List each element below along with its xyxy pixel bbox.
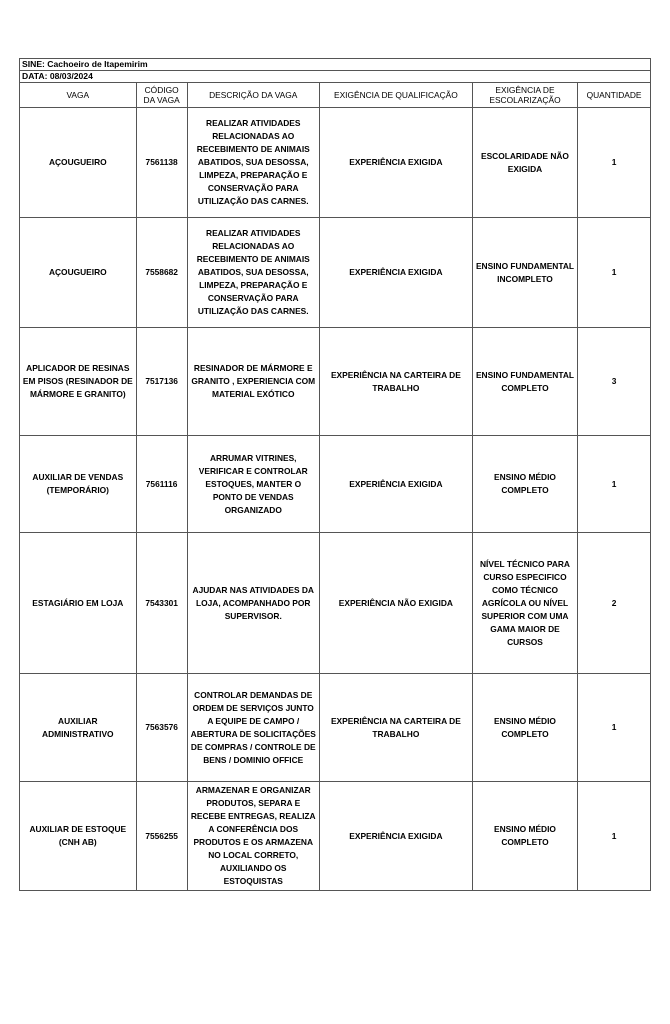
column-header-quantidade: QUANTIDADE: [578, 83, 651, 108]
cell-codigo: 7517136: [136, 328, 187, 436]
cell-vaga: ESTAGIÁRIO EM LOJA: [20, 533, 137, 674]
cell-quantidade: 1: [578, 674, 651, 782]
cell-descricao: CONTROLAR DEMANDAS DE ORDEM DE SERVIÇOS JUNTO A EQUIPE DE CAMPO / ABERTURA DE SOLICITAÇÕES DE COMPRAS / CONTROLE DE BENS / DOMINIO OFFICE: [187, 674, 319, 782]
table-row: [20, 218, 651, 328]
column-header-escolarizacao: EXIGÊNCIA DE ESCOLARIZAÇÃO: [472, 83, 577, 108]
table-row: [20, 533, 651, 674]
date-row: [20, 71, 651, 83]
cell-codigo: 7561116: [136, 436, 187, 533]
cell-escolarizacao: ENSINO FUNDAMENTAL COMPLETO: [472, 328, 577, 436]
cell-vaga: AÇOUGUEIRO: [20, 218, 137, 328]
cell-escolarizacao: ENSINO MÉDIO COMPLETO: [472, 782, 577, 891]
report-date: DATA: 08/03/2024: [20, 71, 651, 83]
cell-qualificacao: EXPERIÊNCIA EXIGIDA: [319, 108, 472, 218]
column-header-descricao: DESCRIÇÃO DA VAGA: [187, 83, 319, 108]
cell-escolarizacao: NÍVEL TÉCNICO PARA CURSO ESPECIFICO COMO TÉCNICO AGRÍCOLA OU NÍVEL SUPERIOR COM UMA GAMA MAIOR DE CURSOS: [472, 533, 577, 674]
cell-vaga: AUXILIAR ADMINISTRATIVO: [20, 674, 137, 782]
cell-codigo: 7558682: [136, 218, 187, 328]
cell-escolarizacao: ENSINO MÉDIO COMPLETO: [472, 674, 577, 782]
cell-qualificacao: EXPERIÊNCIA EXIGIDA: [319, 218, 472, 328]
cell-qualificacao: EXPERIÊNCIA NA CARTEIRA DE TRABALHO: [319, 328, 472, 436]
cell-quantidade: 3: [578, 328, 651, 436]
sine-location: SINE: Cachoeiro de Itapemirim: [20, 59, 651, 71]
table-row: [20, 108, 651, 218]
cell-escolarizacao: ESCOLARIDADE NÃO EXIGIDA: [472, 108, 577, 218]
cell-descricao: REALIZAR ATIVIDADES RELACIONADAS AO RECEBIMENTO DE ANIMAIS ABATIDOS, SUA DESOSSA, LIMPEZA, PREPARAÇÃO E CONSERVAÇÃO PARA UTILIZAÇÃO DAS CARNES.: [187, 108, 319, 218]
cell-quantidade: 1: [578, 108, 651, 218]
cell-quantidade: 1: [578, 782, 651, 891]
cell-vaga: AÇOUGUEIRO: [20, 108, 137, 218]
cell-codigo: 7563576: [136, 674, 187, 782]
cell-descricao: AJUDAR NAS ATIVIDADES DA LOJA, ACOMPANHADO POR SUPERVISOR.: [187, 533, 319, 674]
cell-descricao: RESINADOR DE MÁRMORE E GRANITO , EXPERIENCIA COM MATERIAL EXÓTICO: [187, 328, 319, 436]
sine-location-row: [20, 59, 651, 71]
cell-qualificacao: EXPERIÊNCIA EXIGIDA: [319, 782, 472, 891]
cell-escolarizacao: ENSINO MÉDIO COMPLETO: [472, 436, 577, 533]
table-row: [20, 674, 651, 782]
column-header-vaga: VAGA: [20, 83, 137, 108]
cell-codigo: 7543301: [136, 533, 187, 674]
cell-qualificacao: EXPERIÊNCIA NA CARTEIRA DE TRABALHO: [319, 674, 472, 782]
cell-quantidade: 1: [578, 436, 651, 533]
table-row: [20, 782, 651, 891]
job-vacancies-table: [19, 58, 651, 891]
cell-quantidade: 1: [578, 218, 651, 328]
cell-codigo: 7556255: [136, 782, 187, 891]
cell-escolarizacao: ENSINO FUNDAMENTAL INCOMPLETO: [472, 218, 577, 328]
cell-vaga: APLICADOR DE RESINAS EM PISOS (RESINADOR DE MÁRMORE E GRANITO): [20, 328, 137, 436]
cell-quantidade: 2: [578, 533, 651, 674]
table-row: [20, 436, 651, 533]
cell-qualificacao: EXPERIÊNCIA EXIGIDA: [319, 436, 472, 533]
column-header-row: [20, 83, 651, 108]
cell-descricao: REALIZAR ATIVIDADES RELACIONADAS AO RECEBIMENTO DE ANIMAIS ABATIDOS, SUA DESOSSA, LIMPEZA, PREPARAÇÃO E CONSERVAÇÃO PARA UTILIZAÇÃO DAS CARNES.: [187, 218, 319, 328]
column-header-qualificacao: EXIGÊNCIA DE QUALIFICAÇÃO: [319, 83, 472, 108]
table-row: [20, 328, 651, 436]
column-header-codigo: CÓDIGO DA VAGA: [136, 83, 187, 108]
cell-qualificacao: EXPERIÊNCIA NÃO EXIGIDA: [319, 533, 472, 674]
cell-descricao: ARMAZENAR E ORGANIZAR PRODUTOS, SEPARA E RECEBE ENTREGAS, REALIZA A CONFERÊNCIA DOS PRODUTOS E OS ARMAZENA NO LOCAL CORRETO, AUXILIANDO OS ESTOQUISTAS: [187, 782, 319, 891]
cell-vaga: AUXILIAR DE ESTOQUE (CNH AB): [20, 782, 137, 891]
cell-vaga: AUXILIAR DE VENDAS (TEMPORÁRIO): [20, 436, 137, 533]
cell-descricao: ARRUMAR VITRINES, VERIFICAR E CONTROLAR ESTOQUES, MANTER O PONTO DE VENDAS ORGANIZADO: [187, 436, 319, 533]
cell-codigo: 7561138: [136, 108, 187, 218]
